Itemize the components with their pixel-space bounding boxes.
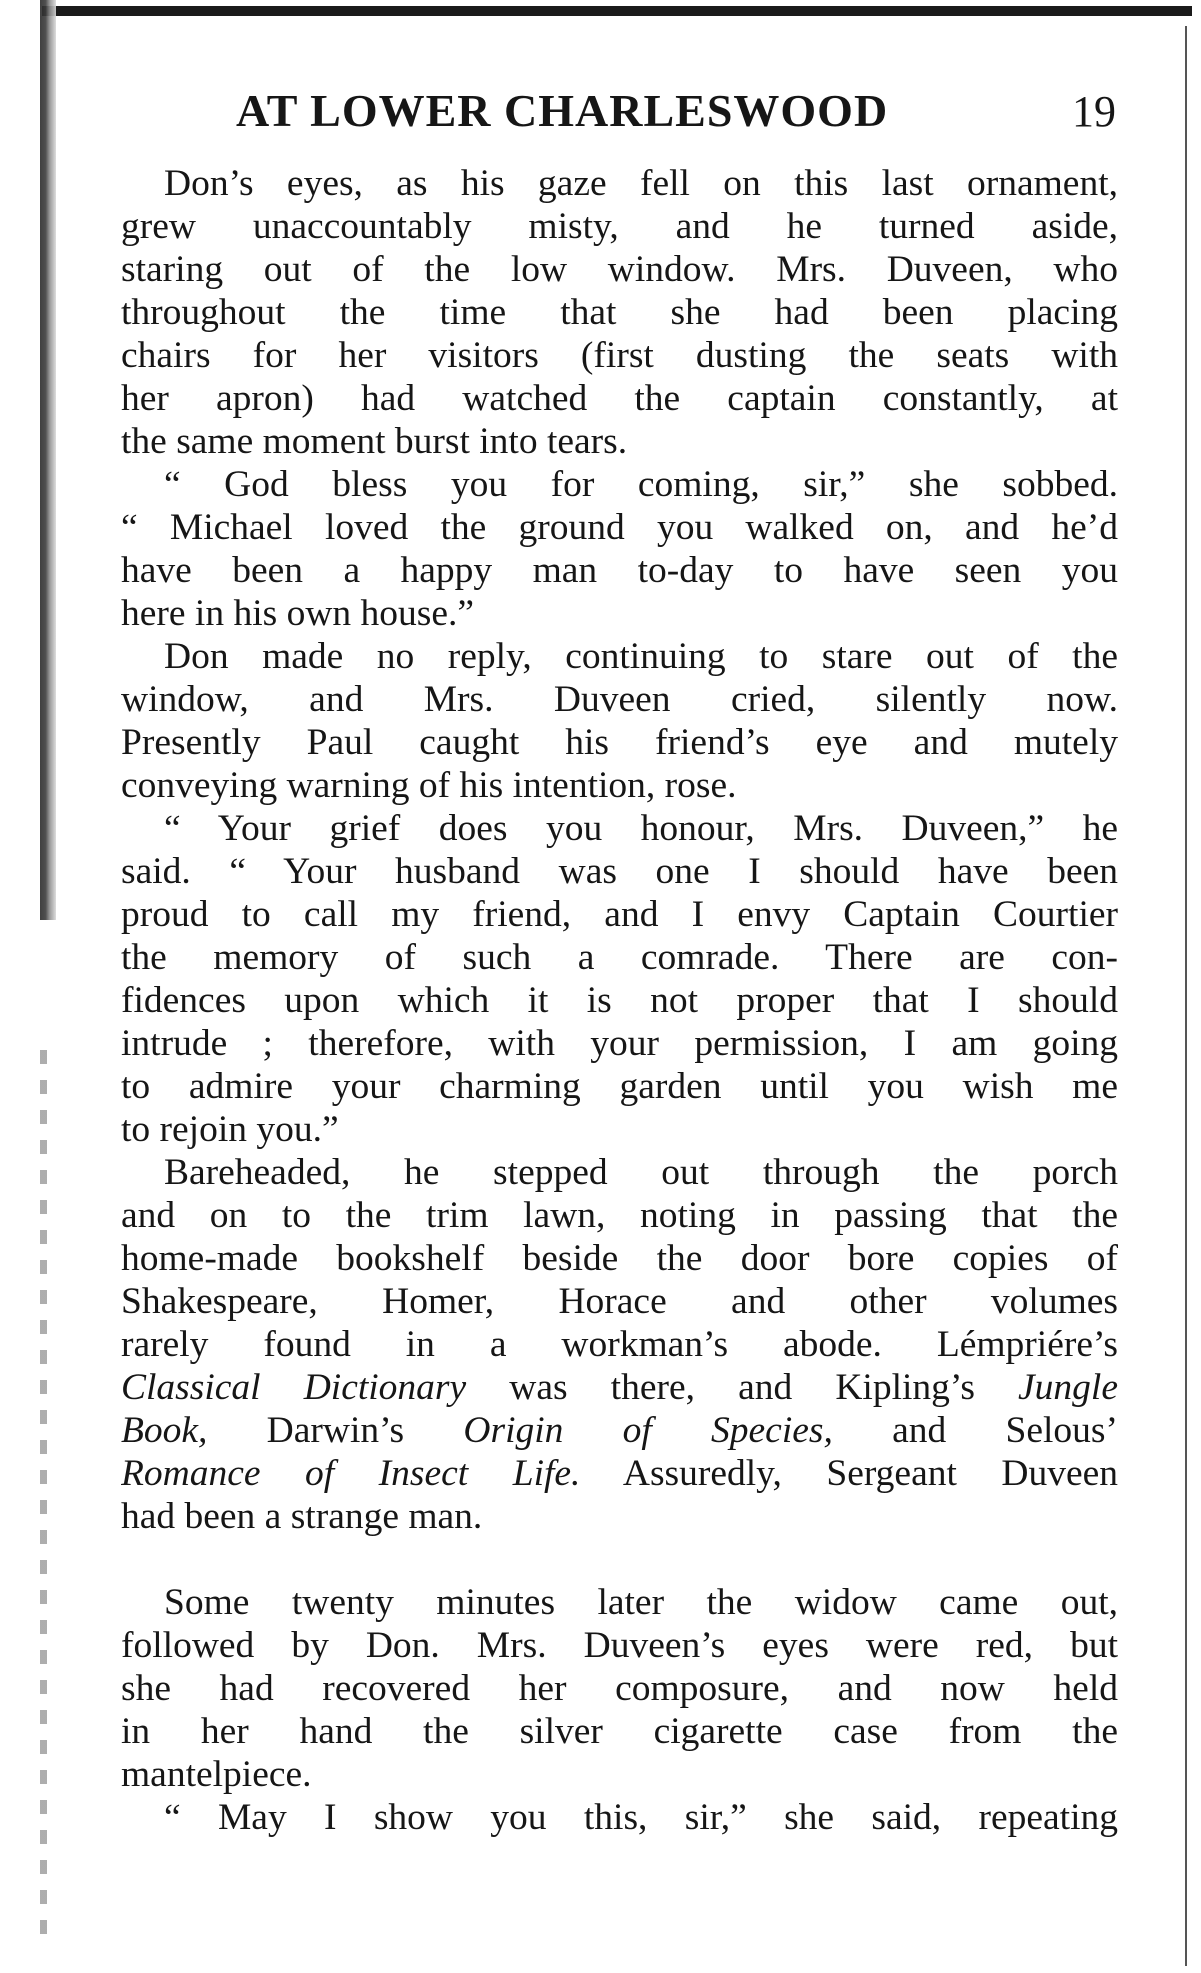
text-line: here in his own house.”	[121, 593, 475, 634]
text-line: rarely found in a workman’s abode. Lémpriére’s	[121, 1324, 1118, 1365]
text-line: she had recovered her composure, and now held	[121, 1668, 1118, 1709]
page-border-right	[1185, 26, 1187, 1966]
text-line: had been a strange man.	[121, 1496, 483, 1537]
text-line: Presently Paul caught his friend’s eye and mutely	[121, 722, 1118, 763]
text-line: the same moment burst into tears.	[121, 421, 628, 462]
text-line	[121, 1452, 1118, 1495]
paragraph	[121, 1581, 1118, 1796]
running-header	[236, 84, 1116, 144]
text-line: intrude ; therefore, with your permission, I am going	[121, 1023, 1118, 1064]
text-line: fidences upon which it is not proper that I should	[121, 980, 1118, 1021]
paragraph	[121, 1151, 1118, 1538]
page-number: 19	[1072, 87, 1116, 136]
text-line: “ Your grief does you honour, Mrs. Duveen,” he	[164, 808, 1118, 849]
text-line: said. “ Your husband was one I should have been	[121, 851, 1118, 892]
book-title: Romance of Insect Life.	[121, 1453, 581, 1494]
page-gutter-shadow-lower	[40, 1050, 47, 1950]
text-line: in her hand the silver cigarette case from the	[121, 1711, 1118, 1752]
text-run: Assuredly, Sergeant Duveen	[580, 1453, 1118, 1494]
paragraph	[121, 807, 1118, 1151]
chapter-title: AT LOWER CHARLESWOOD	[236, 85, 889, 136]
text-line: “ God bless you for coming, sir,” she sobbed.	[164, 464, 1118, 505]
text-run: Darwin’s	[207, 1410, 464, 1451]
text-line: Don’s eyes, as his gaze fell on this last ornament,	[164, 163, 1118, 204]
text-line: the memory of such a comrade. There are con-	[121, 937, 1118, 978]
book-title: Jungle	[1018, 1367, 1118, 1408]
text-line: have been a happy man to-day to have seen you	[121, 550, 1118, 591]
text-run: was there, and Kipling’s	[466, 1367, 1019, 1408]
text-line: proud to call my friend, and I envy Captain Courtier	[121, 894, 1118, 935]
text-line: conveying warning of his intention, rose.	[121, 765, 737, 806]
text-line: grew unaccountably misty, and he turned aside,	[121, 206, 1118, 247]
text-line: “ May I show you this, sir,” she said, repeating	[164, 1797, 1118, 1838]
page-gutter-shadow	[40, 0, 56, 920]
text-line: Shakespeare, Homer, Horace and other volumes	[121, 1281, 1118, 1322]
book-title: Origin of Species,	[463, 1410, 833, 1451]
text-line: and on to the trim lawn, noting in passing that the	[121, 1195, 1118, 1236]
text-line: to rejoin you.”	[121, 1109, 339, 1150]
paragraph	[121, 162, 1118, 463]
text-line: Don made no reply, continuing to stare out of the	[164, 636, 1118, 677]
text-run: and Selous’	[832, 1410, 1118, 1451]
paragraph	[121, 1796, 1118, 1839]
text-line: mantelpiece.	[121, 1754, 312, 1795]
paragraph	[121, 463, 1118, 635]
text-line: home-made bookshelf beside the door bore copies of	[121, 1238, 1118, 1279]
text-line: “ Michael loved the ground you walked on, and he’d	[121, 507, 1118, 548]
text-line: to admire your charming garden until you wish me	[121, 1066, 1118, 1107]
text-line: throughout the time that she had been placing	[121, 292, 1118, 333]
section-break	[121, 1538, 1118, 1581]
page-border-top	[42, 6, 1192, 16]
book-title: Book,	[121, 1410, 208, 1451]
book-title: Classical Dictionary	[121, 1367, 467, 1408]
paragraph	[121, 635, 1118, 807]
text-line: window, and Mrs. Duveen cried, silently now.	[121, 679, 1118, 720]
text-line	[121, 1409, 1118, 1452]
text-line: Bareheaded, he stepped out through the porch	[164, 1152, 1118, 1193]
text-line: her apron) had watched the captain constantly, at	[121, 378, 1118, 419]
text-line: followed by Don. Mrs. Duveen’s eyes were red, but	[121, 1625, 1118, 1666]
text-line: staring out of the low window. Mrs. Duveen, who	[121, 249, 1118, 290]
text-body	[121, 162, 1118, 1839]
text-line	[121, 1366, 1118, 1409]
text-line: Some twenty minutes later the widow came out,	[164, 1582, 1118, 1623]
text-line: chairs for her visitors (first dusting the seats with	[121, 335, 1118, 376]
